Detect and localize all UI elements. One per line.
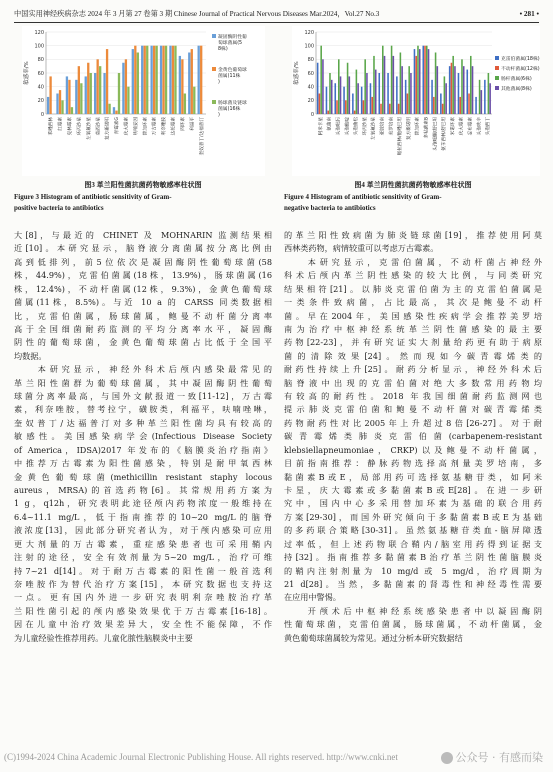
text-line: 黄色葡萄球菌属较为常见。通过分析本研究数据结 <box>284 632 463 643</box>
bar <box>373 56 375 114</box>
bar <box>162 46 164 114</box>
bar <box>417 46 419 114</box>
bar <box>422 46 424 114</box>
bar <box>444 76 446 114</box>
legend-label: 克雷伯菌属(18株) <box>501 57 540 62</box>
bar <box>479 80 481 114</box>
text-line: 均数据。 <box>14 350 47 361</box>
bar <box>146 46 148 114</box>
bar <box>127 87 129 114</box>
bar <box>56 94 58 115</box>
bar <box>179 56 181 114</box>
x-tick-label: 头孢他啶 <box>345 117 351 136</box>
legend-swatch <box>212 34 216 38</box>
x-tick-label: 达托霉素 <box>171 117 177 136</box>
bar <box>174 46 176 114</box>
bar <box>470 56 472 114</box>
x-tick-label: 米诺环素 <box>450 117 456 136</box>
text-line: 脑脊液中出现的克雷伯菌对绝大多数常用药物均 <box>284 377 542 388</box>
text-line: 敏感性。美国感染病学会(Infectious Disease Society <box>14 431 272 442</box>
bar <box>317 63 319 114</box>
y-tick-label: 80 <box>307 57 314 64</box>
text-line: 21 d[28]。当然，多黏菌素的肾毒性和神经毒性需要 <box>284 578 542 589</box>
bar <box>329 73 331 114</box>
bar <box>363 100 365 114</box>
figure3-svg <box>22 26 265 176</box>
x-tick-label: 左氧氟沙星 <box>86 117 92 140</box>
bar <box>338 59 340 114</box>
text-line: 为儿童经验性推荐用药。儿童化脓性脑膜炎中主要 <box>14 632 193 643</box>
bar <box>137 53 139 115</box>
bar <box>451 63 453 114</box>
bar <box>378 73 380 114</box>
text-line: of America，IDSA)2017 年发布的《脑膜炎治疗指南》 <box>14 444 272 455</box>
bar <box>188 53 190 115</box>
bar <box>193 87 195 114</box>
text-line: 科术后颅内革兰阴性感染的较大比例，与同类研究 <box>284 270 542 281</box>
bar <box>463 66 465 114</box>
figure4-chart <box>292 26 540 176</box>
y-tick-label: 20 <box>307 98 314 105</box>
text-line: 结果相符[21]。以肺炎克雷伯菌为主的克雷伯菌属是 <box>284 283 542 294</box>
text-line: 高到低排列，前5位依次是凝固酶阴性葡萄球菌(58 <box>14 256 272 267</box>
bar <box>405 80 407 114</box>
figure3-caption <box>14 180 272 215</box>
bar <box>99 66 101 114</box>
bar <box>106 49 108 114</box>
x-tick-label: 呋喃妥因 <box>133 117 139 136</box>
bar <box>396 76 398 114</box>
y-tick-label: 20 <box>37 98 44 105</box>
text-line: 比，克雷伯菌属，肠球菌属，鲍曼不动杆菌分离率 <box>14 310 272 321</box>
bar <box>103 73 105 114</box>
x-tick-label: 左氧氟沙星 <box>371 117 377 140</box>
text-line: 近[10]。本研究显示，脑脊液分离菌属按分离比例由 <box>14 243 272 254</box>
text-line: 的鞘内注射剂量为 10 mg/d 或 5 mg/d，治疗周期为 <box>284 565 542 576</box>
text-line: 究中，国内中心多采用替加环素为基础的联合用药 <box>284 498 542 509</box>
text-line: 菌的清除效果[24]。然而现如今碳青霉烯类的 <box>284 350 542 361</box>
text-line: 革兰阳性菌群为葡萄球菌属，其中凝固酶阴性葡萄 <box>14 377 272 388</box>
legend-swatch <box>495 66 499 70</box>
x-tick-label: 氨苄西林/舒巴坦 <box>442 117 448 151</box>
bar <box>414 49 416 114</box>
bar <box>340 76 342 114</box>
bar <box>71 107 73 114</box>
bar <box>169 46 171 114</box>
watermark <box>441 749 544 765</box>
figure4-caption-cn: 图4 革兰阴性菌抗菌药物敏感率柱状图 <box>354 181 472 189</box>
bar <box>488 73 490 114</box>
x-tick-label: 莫西沙星 <box>96 117 102 136</box>
bar <box>122 63 124 114</box>
x-tick-label: 妥布霉素 <box>468 117 474 136</box>
bar <box>319 94 321 115</box>
bar <box>155 46 157 114</box>
figure4-caption-en-1: Figure 4 Histogram of antibiotic sensitivity of Gram- <box>284 192 442 201</box>
y-tick-label: 0 <box>310 111 314 118</box>
figure4-caption <box>284 180 542 215</box>
x-tick-label: 利奈唑胺 <box>162 117 168 136</box>
x-tick-label: 亚胺培南 <box>380 117 386 136</box>
x-tick-label: 头孢曲松 <box>354 117 360 136</box>
x-tick-label: 哌拉西林/他唑巴坦 <box>398 117 404 156</box>
bar <box>160 46 162 114</box>
bar <box>387 73 389 114</box>
y-tick-label: 40 <box>37 84 44 91</box>
x-tick-label: 复方新诺明 <box>406 116 412 140</box>
bar <box>165 46 167 114</box>
bar <box>356 70 358 114</box>
bar <box>97 59 99 114</box>
bar <box>94 73 96 114</box>
legend-label: 凝固酶阴性葡萄球菌属(5 8株) <box>218 35 247 52</box>
x-tick-label: 苯唑西林 <box>49 117 55 136</box>
text-line: 持[32]。指南推荐多黏菌素B治疗革兰阴性菌脑膜炎 <box>284 552 542 563</box>
bar <box>331 80 333 114</box>
legend-swatch <box>495 86 499 90</box>
bar <box>66 76 68 114</box>
bar <box>407 94 409 115</box>
text-line: 性葡萄球菌，克雷伯菌属，肠球菌属，不动杆菌属，金 <box>284 619 542 630</box>
bar <box>47 97 49 114</box>
bar <box>424 46 426 114</box>
bar <box>90 73 92 114</box>
y-tick-label: 100 <box>304 43 314 50</box>
y-tick-label: 60 <box>37 70 44 77</box>
text-line: 高于全国细菌耐药监测的平均分离率水平，凝固酶 <box>14 323 272 334</box>
bar <box>336 100 338 114</box>
x-tick-label: 环丙沙星 <box>362 117 368 136</box>
bar <box>115 111 117 114</box>
figure4-caption-en-2: negative bacteria to antibiotics <box>284 204 376 212</box>
text-line: 方案[29-30]，而国外研究倾向于多黏菌素B或E为基础 <box>284 511 542 522</box>
bar <box>382 46 384 114</box>
figure3-caption-cn: 图3 革兰阳性菌抗菌药物敏感率柱状图 <box>84 181 202 189</box>
bar <box>322 59 324 114</box>
text-line: klebsiellapneumoniae，CRKP)以及鲍曼不动杆菌属， <box>284 444 542 455</box>
text-line: 卡星，庆大霉素或多黏菌素B或E[28]。在进一步研 <box>284 485 542 496</box>
bar <box>191 49 193 114</box>
copyright-line: (C)1994-2024 China Academic Journal Electronic Publishing House. All rights reserved. http://www.cnki.net <box>4 752 398 762</box>
text-line: 药物[22-23]，并有研究证实大剂量给药更有助于病原 <box>284 337 542 348</box>
bar <box>426 46 428 114</box>
text-line: 阴性的葡萄球菌，金黄色葡萄球菌占比低于全国平 <box>14 337 272 348</box>
text-line: 南为治疗中枢神经系统革兰阴性菌感染的最主要 <box>284 323 542 334</box>
x-tick-label: 万古霉素 <box>152 117 158 136</box>
x-tick-label: 多粘菌素B <box>424 117 430 139</box>
bar <box>391 46 393 114</box>
bar <box>419 49 421 114</box>
text-line: 注射的途径，安全有效剂量为5~20 mg/L，治疗可维 <box>14 552 272 563</box>
bar <box>452 56 454 114</box>
text-line: 过率低，但上述药物联合鞘内/脑室用药得到证据支 <box>284 538 542 549</box>
x-tick-label: 庆大霉素 <box>124 117 130 136</box>
legend-swatch <box>212 67 216 71</box>
x-tick-label: 利福平 <box>190 117 196 131</box>
bar <box>454 66 456 114</box>
bar <box>380 104 382 114</box>
y-tick-label: 100 <box>34 43 44 50</box>
text-line: 黏菌素B或E，局部用药可选择氨基糖苷类，如阿米 <box>284 471 542 482</box>
bar <box>85 76 87 114</box>
text-line: 6.4~11.1 mg/L，低于指南推荐的10~20 mg/L的脑脊 <box>14 511 272 522</box>
bar <box>141 46 143 114</box>
bar <box>354 111 356 114</box>
text-line: 因在儿童中治疗效果差异大，安全性不能保障，不作 <box>14 619 272 630</box>
text-line: aureus，MRSA)的首选药物[6]。其常规用药方案为 <box>14 485 272 496</box>
y-tick-label: 0 <box>40 111 44 118</box>
x-tick-label: 奎奴普丁/达福普汀 <box>199 117 205 156</box>
text-line: 西林类药物，病情较重可以考虑万古霉素。 <box>284 243 439 254</box>
figure4-svg <box>292 26 540 176</box>
bar <box>375 70 377 114</box>
legend-label: 肠球菌及链球菌属(16株) <box>218 101 247 118</box>
bar <box>184 94 186 115</box>
bar <box>198 46 200 114</box>
bar <box>400 53 402 115</box>
figure3-chart <box>22 26 265 176</box>
bar <box>118 73 120 114</box>
bar <box>327 111 329 114</box>
x-tick-label: 头孢哌酮/舒巴坦 <box>433 117 439 151</box>
x-tick-label: 头孢西丁 <box>486 117 492 136</box>
bar <box>181 59 183 114</box>
text-line: 金黄色葡萄球菌(methicillin resistant staphy locous <box>14 471 272 482</box>
bar <box>200 46 202 114</box>
legend-label: 其他菌属(8株) <box>501 87 532 92</box>
bar <box>134 46 136 114</box>
text-line: 耐药性持续上升[25]。耐药分析显示，神经外科术后 <box>284 364 542 375</box>
bar <box>449 66 451 114</box>
bar <box>153 46 155 114</box>
legend-label: 不动杆菌属(12株) <box>501 67 540 72</box>
bar <box>431 80 433 114</box>
legend-swatch <box>212 100 216 104</box>
left-column-text <box>14 229 272 645</box>
y-tick-label: 40 <box>307 84 314 91</box>
bar <box>352 94 354 115</box>
bar <box>132 49 134 114</box>
bar <box>435 53 437 115</box>
wechat-icon <box>441 752 453 764</box>
bar <box>415 56 417 114</box>
bar <box>326 87 328 114</box>
bar <box>357 83 359 114</box>
text-line: 目前指南推荐：静脉药物选择高剂量美罗培南，多 <box>284 458 542 469</box>
x-tick-label: 替加环素 <box>143 117 149 136</box>
y-tick-label: 120 <box>304 29 314 36</box>
x-tick-label: 氨曲南 <box>327 117 333 131</box>
bar <box>334 83 336 114</box>
page-number: • 281 • <box>519 10 539 18</box>
bar <box>433 97 435 114</box>
x-tick-label: 美罗培南 <box>389 117 395 136</box>
text-line: 一点。更有国内外进一步研究表明利奈唑胺治疗革 <box>14 592 272 603</box>
legend-label: 金黄色葡萄球菌属(11株) <box>218 68 247 85</box>
text-line: 菌属(11株，8.5%)。与近 10 a 的 CARSS 同类数据相 <box>14 297 272 308</box>
y-tick-label: 60 <box>307 70 314 77</box>
watermark-text: 公众号 · 有感而染 <box>455 751 543 764</box>
text-line: 奈唑胺作为替代治疗方案[15]，本研究数据也支持这 <box>14 578 272 589</box>
text-line: 株，44.9%)，克雷伯菌属(18株，13.9%)，肠球菌属(16 <box>14 270 272 281</box>
bar <box>445 83 447 114</box>
bar <box>343 87 345 114</box>
bar <box>61 100 63 114</box>
x-tick-label: 替加环素 <box>415 117 421 136</box>
bar <box>489 83 491 114</box>
bar <box>172 46 174 114</box>
text-line: 素，利奈唑胺，替考拉宁，磺胺类，利福平，呋喃唑啉， <box>14 404 272 415</box>
bar <box>345 100 347 114</box>
bar <box>466 70 468 114</box>
bar <box>364 59 366 114</box>
legend-swatch <box>495 76 499 80</box>
bar <box>150 46 152 114</box>
bar <box>437 66 439 114</box>
text-line: 液浓度[13]，因此部分研究者认为，对于颅内感染可应用 <box>14 525 272 536</box>
bar <box>59 90 61 114</box>
legend-swatch <box>495 56 499 60</box>
bar <box>398 104 400 114</box>
text-line: 药物耐药性对比2005年上升超过8倍[26-27]。对于耐 <box>284 417 542 428</box>
bar <box>440 94 442 115</box>
text-line: 的革兰阳性致病菌为肺炎链球菌[19]，推荐使用阿莫 <box>284 230 542 240</box>
bar <box>68 80 70 114</box>
bar <box>49 76 51 114</box>
y-axis-label: 敏感率/% <box>294 61 300 85</box>
bar <box>113 107 115 114</box>
bar <box>475 97 477 114</box>
y-tick-label: 80 <box>37 57 44 64</box>
text-line: 有较高的耐药性。2018 年我国细菌耐药监测网也 <box>284 391 542 402</box>
bar <box>370 83 372 114</box>
bar <box>78 66 80 114</box>
text-line: 株，12.4%)，不动杆菌属(12株，9.3%)，金黄色葡萄球 <box>14 283 272 294</box>
bar <box>366 73 368 114</box>
x-tick-label: 庆大霉素 <box>459 117 465 136</box>
bar <box>481 90 483 114</box>
bar <box>349 76 351 114</box>
text-line: 持7~21 d[14]。对于耐万古霉素的阳性菌一般首选利 <box>14 565 272 576</box>
bar <box>320 46 322 114</box>
bar <box>401 66 403 114</box>
bar <box>459 97 461 114</box>
x-tick-label: 环丙沙星 <box>77 117 83 136</box>
bar <box>144 46 146 114</box>
y-tick-label: 120 <box>34 29 44 36</box>
legend-label: 肠杆菌属(6株) <box>501 77 532 82</box>
y-axis-label: 敏感率/% <box>24 61 30 85</box>
x-tick-label: 头孢吡肟 <box>336 117 342 136</box>
right-column-text <box>284 229 542 645</box>
figure3-caption-en-2: positive bacteria to antibiotics <box>14 204 104 212</box>
x-tick-label: 青霉素G <box>115 117 121 135</box>
text-line: 开颅术后中枢神经系统感染患者中以凝固酶阴 <box>284 605 542 616</box>
bar <box>389 104 391 114</box>
text-line: 奎奴普丁/达福普汀对多种革兰阳性菌均具有较高的 <box>14 417 272 428</box>
bar <box>484 80 486 114</box>
text-line: 大[8]，与最近的 CHINET 及 MOHNARIN 监测结果相 <box>14 230 272 240</box>
text-line: 本研究显示，克雷伯菌属，不动杆菌占神经外 <box>284 256 542 267</box>
bar <box>80 83 82 114</box>
x-tick-label: 四环素 <box>180 117 186 131</box>
bar <box>410 73 412 114</box>
bar <box>371 97 373 114</box>
bar <box>468 94 470 115</box>
x-tick-label: 红霉素 <box>58 117 64 131</box>
text-line: 球菌分离率最高，与国外文献报道一致[11-12]，万古霉 <box>14 391 272 402</box>
text-line: 中推荐万古霉素为阳性菌感染，特别是耐甲氧西林 <box>14 458 272 469</box>
bar <box>108 104 110 114</box>
text-line: 碳青霉烯类肺炎克雷伯菌(carbapenem-resistant <box>284 431 542 442</box>
journal-header: 中国实用神经疾病杂志 2024 年 3 月第 27 卷第 3 期 Chinese Journal of Practical Nervous Diseases Mar.2024，Vol.27 No.3 <box>14 10 380 18</box>
bar <box>125 59 127 114</box>
bar <box>472 66 474 114</box>
text-line: 更大剂量的万古霉素，重症感染患者也可采用鞘内 <box>14 538 272 549</box>
bar <box>442 104 444 114</box>
bar <box>361 87 363 114</box>
text-line: 1 g，q12h，研究表明此途径颅内药物浓度一般维持在 <box>14 498 272 509</box>
x-tick-label: 头孢呋辛 <box>477 117 483 136</box>
bar <box>384 56 386 114</box>
text-line: 的多药联合策略[30-31]。虽然氨基糖苷类血-脑屏障透 <box>284 525 542 536</box>
bar <box>428 49 430 114</box>
x-tick-label: 克林霉素 <box>68 117 74 136</box>
bar <box>347 63 349 114</box>
x-tick-label: 复方新诺明 <box>105 117 111 140</box>
bar <box>393 56 395 114</box>
bar <box>458 73 460 114</box>
figure3-caption-en-1: Figure 3 Histogram of antibiotic sensitivity of Gram- <box>14 192 172 201</box>
bar <box>75 80 77 114</box>
x-tick-label: 阿米卡星 <box>318 117 324 136</box>
running-header <box>14 7 539 23</box>
bar <box>408 66 410 114</box>
text-line: 兰阳性菌引起的颅内感染效果优于万古霉素[16-18]。 <box>14 605 272 616</box>
text-line: 本研究显示，神经外科术后颅内感染最常见的 <box>14 364 272 375</box>
text-line: 菌。早在2004年，美国感染性疾病学会推荐美罗培 <box>284 310 542 321</box>
text-line: 一类条件致病菌，占比最高，其次是鲍曼不动杆 <box>284 297 542 308</box>
text-line: 提示肺炎克雷伯菌和鲍曼不动杆菌对碳青霉烯类 <box>284 404 542 415</box>
bar <box>461 59 463 114</box>
text-line: 在应用中警惕。 <box>284 592 341 603</box>
bar <box>87 63 89 114</box>
